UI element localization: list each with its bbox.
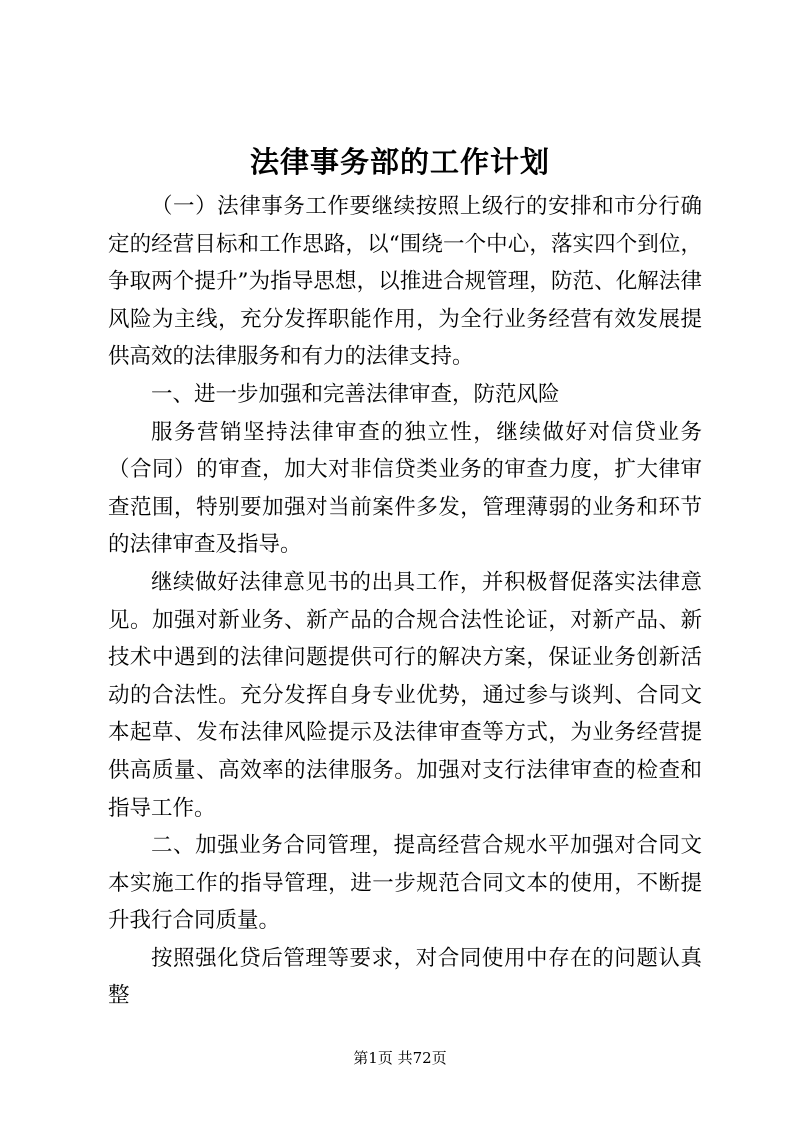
paragraph: 按照强化贷后管理等要求，对合同使用中存在的问题认真整 xyxy=(108,945,702,1009)
paragraph: （一）法律事务工作要继续按照上级行的安排和市分行确定的经营目标和工作思路，以“围绕一个中心，落实四个到位，争取两个提升”为指导思想，以推进合规管理，防范、化解法律风险为主线，充分发挥职能作用，为全行业务经营有效发展提供高效的法律服务和有力的法律支持。 xyxy=(108,194,702,370)
paragraph: 服务营销坚持法律审查的独立性，继续做好对信贷业务（合同）的审查，加大对非信贷类业务的审查力度，扩大律审查范围，特别要加强对当前案件多发，管理薄弱的业务和环节的法律审查及指导。 xyxy=(108,419,702,558)
document-body xyxy=(108,188,702,1015)
section-heading: 二、加强业务合同管理，提高经营合规水平加强对合同文本实施工作的指导管理，进一步规范合同文本的使用，不断提升我行合同质量。 xyxy=(108,833,702,934)
page-footer: 第1页 共72页 xyxy=(353,1049,447,1067)
document-title: 法律事务部的工作计划 xyxy=(249,145,550,179)
section-heading: 一、进一步加强和完善法律审查，防范风险 xyxy=(151,381,560,407)
paragraph: 继续做好法律意见书的出具工作，并积极督促落实法律意见。加强对新业务、新产品的合规合法性论证，对新产品、新技术中遇到的法律问题提供可行的解决方案，保证业务创新活动的合法性。充分发挥自身专业优势，通过参与谈判、合同文本起草、发布法律风险提示及法律审查等方式，为业务经营提供高质量、高效率的法律服务。加强对支行法律审查的检查和指导工作。 xyxy=(108,569,702,821)
